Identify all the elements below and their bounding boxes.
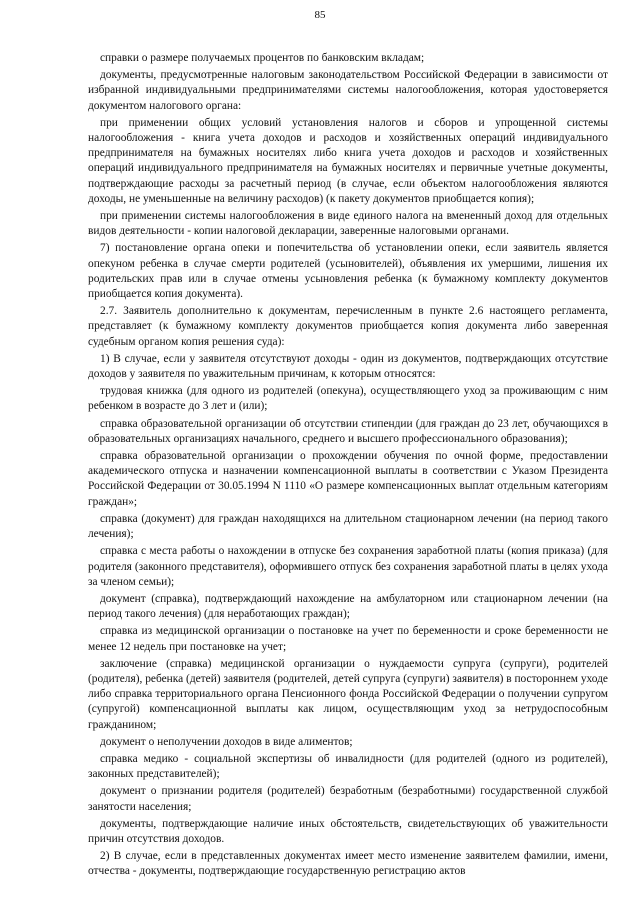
paragraph: справка образовательной организации об отсутствии стипендии (для граждан до 23 лет, обучающихся в образовательных организациях начального, среднего и высшего профессионального образования);	[88, 417, 608, 445]
paragraph: 2) В случае, если в представленных документах имеет место изменение заявителем фамилии, имени, отчества - документы, подтверждающие государственную регистрацию актов	[88, 850, 608, 878]
paragraph: 2.7. Заявитель дополнительно к документам, перечисленным в пункте 2.6 настоящего регламента, представляет (к бумажному комплекту документов приобщается копия документа либо заверенная судебным органом копия решения суда):	[88, 305, 608, 348]
paragraph: при применении системы налогообложения в виде единого налога на вмененный доход для отдельных видов деятельности - копии налоговой декларации, заверенные налоговыми органами.	[88, 210, 608, 238]
paragraph: 1) В случае, если у заявителя отсутствуют доходы - один из документов, подтверждающих отсутствие доходов у заявителя по уважительным причинам, к которым относятся:	[88, 352, 608, 381]
paragraph: документы, подтверждающие наличие иных обстоятельств, свидетельствующих об уважительности причин отсутствия доходов.	[88, 817, 608, 845]
paragraph: 7) постановление органа опеки и попечительства об установлении опеки, если заявитель является опекуном ребенка в случае смерти родителей (усыновителей), объявления их умершими, лишения их родительских прав или в случае отмены усыновления ребенка (к бумажному комплекту документов приобщается копия документа).	[88, 242, 608, 301]
paragraph: трудовая книжка (для одного из родителей (опекуна), осуществляющего уход за проживающим с ним ребенком в возрасте до 3 лет и (или);	[88, 385, 608, 413]
page-number: 85	[314, 9, 326, 21]
paragraph: документ (справка), подтверждающий нахождение на амбулаторном или стационарном лечении (на период такого лечения) (для неработающих граждан);	[88, 592, 608, 621]
paragraph: справка из медицинской организации о постановке на учет по беременности и сроке беременности не менее 12 недель при постановке на учет;	[88, 625, 608, 653]
paragraph: справка образовательной организации о прохождении обучения по очной форме, предоставлении академического отпуска и назначении компенсационной выплаты в соответствии с Указом Президента Российской Федерации от 30.05.1994 N 1110 «О размере компенсационных выплат отдельным категориям граждан»;	[88, 450, 608, 508]
paragraph: справка медико - социальной экспертизы об инвалидности (для родителей (одного из родителей), законных представителей);	[88, 752, 608, 781]
paragraph: справка (документ) для граждан находящихся на длительном стационарном лечении (на период такого лечения);	[88, 512, 608, 541]
paragraph: заключение (справка) медицинской организации о нуждаемости супруга (супруги), родителей (родителя), ребенка (детей) заявителя (родителей, детей супруга (супруги) заявителя) в постороннем уходе либо справка территориального органа Пенсионного фонда Российской Федерации о получении супругом (супругой) компенсационной выплаты как лицом, осуществляющим уход за нетрудоспособным гражданином;	[88, 657, 608, 731]
paragraph: при применении общих условий установления налогов и сборов и упрощенной системы налогообложения - книга учета доходов и расходов и хозяйственных операций индивидуального предпринимателя на бумажных носителях либо книга учета доходов и расходов и хозяйственных операций индивидуального предпринимателя на бумажных носителях и первичные учетные документы, подтверждающие расходы за расчетный период (в случае, если объектом налогообложения являются доходы, не уменьшенные на величину расходов) (к пакету документов приобщается копия);	[88, 116, 608, 205]
paragraph: справка с места работы о нахождении в отпуске без сохранения заработной платы (копия приказа) (для родителя (законного представителя), оформившего отпуск без сохранения заработной платы в целях ухода за членом семьи);	[88, 545, 608, 588]
document-body	[88, 51, 608, 882]
paragraph: документы, предусмотренные налоговым законодательством Российской Федерации в зависимости от избранной индивидуальными предпринимателями системы налогообложения, которая удостоверяется документом налогового органа:	[88, 69, 608, 112]
paragraph: справки о размере получаемых процентов по банковским вкладам;	[100, 52, 425, 64]
paragraph: документ о признании родителя (родителей) безработным (безработными) государственной службой занятости населения;	[88, 785, 608, 813]
paragraph: документ о неполучении доходов в виде алиментов;	[100, 735, 353, 748]
